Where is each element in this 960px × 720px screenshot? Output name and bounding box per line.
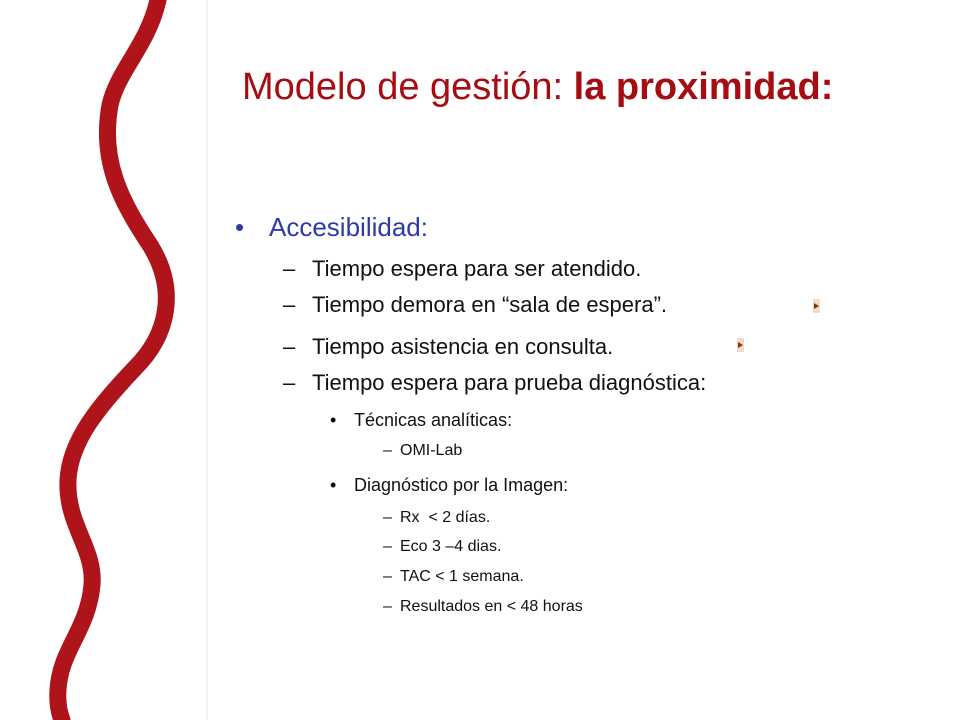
dash-icon: – (283, 256, 296, 281)
dash-icon: – (383, 598, 392, 615)
dash-icon: – (283, 292, 296, 317)
dash-icon: – (383, 442, 392, 459)
detail-item-text: Eco 3 –4 dias. (400, 538, 502, 555)
sub-item-text: Tiempo espera para prueba diagnóstica: (312, 370, 707, 395)
red-wavy-line (58, 0, 167, 720)
dash-icon: – (383, 538, 392, 555)
play-marker-icon[interactable] (737, 338, 744, 352)
detail-item-text: TAC < 1 semana. (400, 568, 524, 585)
detail-item-text: Resultados en < 48 horas (400, 598, 583, 615)
detail-item-text: OMI-Lab (400, 442, 463, 459)
group-label: Técnicas analíticas: (354, 410, 513, 430)
sub-item-text: Tiempo demora en “sala de espera”. (312, 292, 668, 317)
dash-icon: – (383, 568, 392, 585)
title-bold: la proximidad: (573, 66, 834, 108)
dash-icon: – (283, 370, 296, 395)
main-item-text: Accesibilidad: (269, 212, 428, 242)
group-label: Diagnóstico por la Imagen: (354, 475, 569, 495)
play-marker-icon[interactable] (813, 299, 820, 313)
title-regular: Modelo de gestión: (242, 66, 574, 108)
bullet-icon: • (235, 212, 245, 242)
detail-item-text: Rx < 2 días. (400, 509, 491, 526)
sub-item-text: Tiempo espera para ser atendido. (312, 256, 642, 281)
bullet-icon: • (330, 410, 337, 430)
slide-title (242, 66, 833, 109)
sub-item-text: Tiempo asistencia en consulta. (312, 334, 614, 359)
dash-icon: – (383, 509, 392, 526)
dash-icon: – (283, 334, 296, 359)
bullet-icon: • (330, 475, 337, 495)
